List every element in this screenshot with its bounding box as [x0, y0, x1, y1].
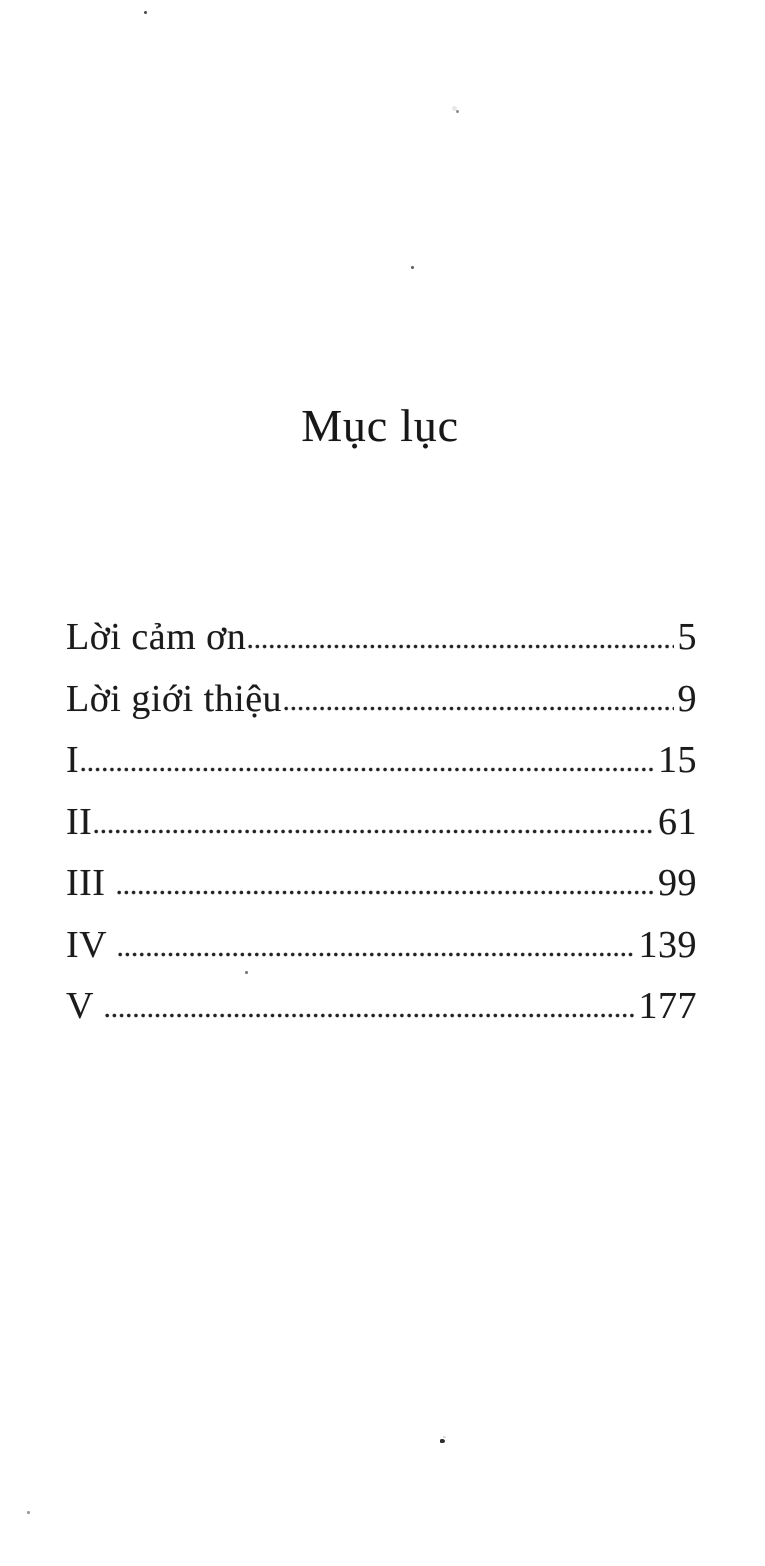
- toc-entry-label: Lời cảm ơn: [66, 616, 247, 658]
- dot-leader: [81, 767, 654, 772]
- page-title: Mục lục: [301, 400, 459, 451]
- toc-entry-label: Lời giới thiệu: [66, 677, 283, 720]
- toc-entry-page-number: 99: [658, 862, 697, 904]
- scan-speck: [27, 1511, 30, 1514]
- toc-entry-label: III: [66, 862, 116, 904]
- dot-leader: [118, 952, 634, 957]
- toc-entry: [66, 738, 697, 800]
- toc-entry-page-number: 9: [677, 677, 697, 720]
- toc-list: [66, 615, 697, 1046]
- toc-entry-label: V: [66, 985, 104, 1027]
- dot-leader: [105, 1013, 634, 1018]
- toc-entry-page-number: 15: [658, 739, 697, 781]
- scan-speck: [440, 1439, 445, 1443]
- toc-entry: [66, 984, 697, 1046]
- toc-entry: [66, 800, 697, 862]
- toc-entry: [66, 861, 697, 923]
- toc-entry: [66, 615, 697, 677]
- scan-speck: [144, 11, 147, 14]
- dot-leader: [117, 890, 654, 895]
- scan-speck: [411, 266, 414, 269]
- dot-leader: [94, 829, 654, 834]
- toc-entry-label: II: [66, 800, 93, 843]
- dot-leader: [284, 706, 673, 711]
- scan-speck: [456, 110, 459, 113]
- dot-leader: [248, 644, 673, 649]
- toc-entry-page-number: 5: [677, 616, 697, 658]
- toc-entry-page-number: 61: [658, 800, 697, 843]
- toc-entry-label: I: [66, 739, 80, 781]
- toc-entry: [66, 923, 697, 985]
- toc-entry: [66, 677, 697, 739]
- toc-entry-label: IV: [66, 923, 117, 966]
- toc-entry-page-number: 177: [638, 985, 697, 1027]
- toc-entry-page-number: 139: [638, 923, 697, 966]
